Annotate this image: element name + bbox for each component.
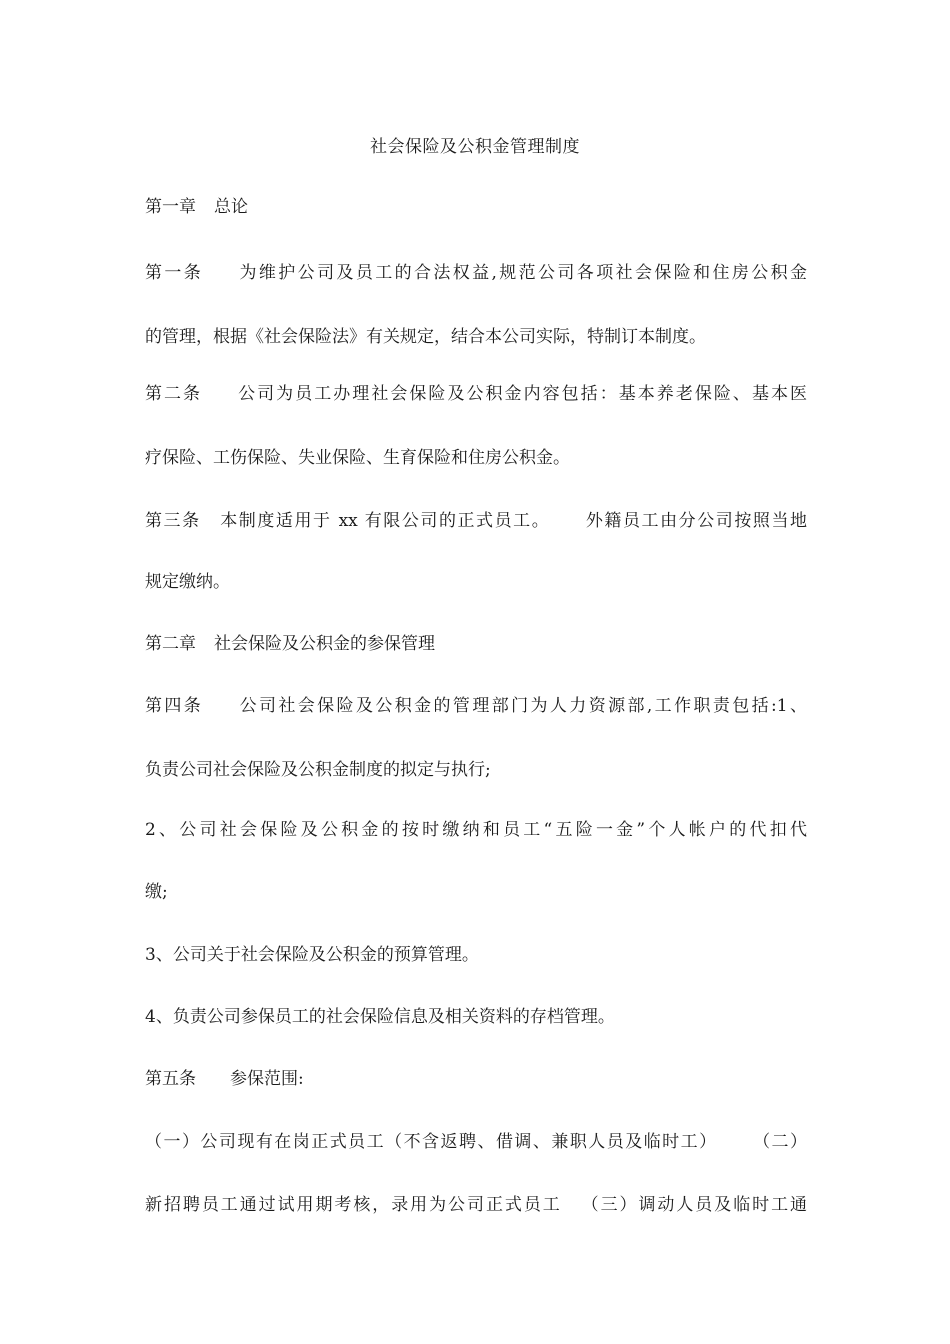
article-4-label: 第四条	[145, 696, 204, 716]
article-3-text-1a: 本制度适用于 xx 有限公司的正式员工。	[218, 511, 551, 531]
chapter-1-heading	[145, 195, 807, 219]
article-5-heading	[145, 1067, 807, 1091]
article-2-label: 第二条	[145, 384, 203, 404]
article-2-line-2: 疗保险、工伤保险、失业保险、生育保险和住房公积金。	[145, 448, 570, 468]
article-1-text-1: 为维护公司及员工的合法权益,规范公司各项社会保险和住房公积金	[237, 263, 807, 283]
chapter-2-title: 社会保险及公积金的参保管理	[214, 634, 435, 654]
article-4-text-1: 公司社会保险及公积金的管理部门为人力资源部,工作职责包括:1、	[237, 696, 807, 716]
article-5-line-1	[145, 1130, 807, 1154]
article-1-line-1	[145, 261, 807, 285]
article-5-item-3-text: （三）调动人员及临时工通	[579, 1195, 807, 1215]
article-5-item-2-marker: （二）	[751, 1132, 807, 1152]
article-3-line-2: 规定缴纳。	[145, 572, 230, 592]
chapter-2-label: 第二章	[145, 634, 196, 654]
article-4-item-3: 3、公司关于社会保险及公积金的预算管理。	[145, 945, 479, 965]
article-4-line-2: 负责公司社会保险及公积金制度的拟定与执行;	[145, 760, 491, 780]
article-1-line-2: 的管理，根据《社会保险法》有关规定，结合本公司实际，特制订本制度。	[145, 327, 706, 347]
article-4-item-2-line-1: 2、公司社会保险及公积金的按时缴纳和员工“五险一金”个人帐户的代扣代	[145, 820, 807, 840]
article-3-text-1b: 外籍员工由分公司按照当地	[584, 511, 807, 531]
article-2-line-1	[145, 382, 807, 406]
article-1-label: 第一条	[145, 263, 204, 283]
article-3-line-1	[145, 509, 807, 533]
chapter-1-title: 总论	[214, 197, 248, 217]
article-5-label: 第五条	[145, 1069, 196, 1089]
chapter-1-label: 第一章	[145, 197, 196, 217]
article-4-item-4: 4、负责公司参保员工的社会保险信息及相关资料的存档管理。	[145, 1007, 615, 1027]
article-5-line-2	[145, 1193, 807, 1217]
chapter-2-heading	[145, 632, 807, 656]
article-4-item-2-line-2: 缴;	[145, 882, 168, 902]
article-5-item-1: （一）公司现有在岗正式员工（不含返聘、借调、兼职人员及临时工）	[145, 1132, 718, 1152]
article-4-line-1	[145, 694, 807, 718]
article-2-text-1: 公司为员工办理社会保险及公积金内容包括：基本养老保险、基本医	[236, 384, 807, 404]
article-3-label: 第三条	[145, 511, 201, 531]
document-title: 社会保险及公积金管理制度	[370, 137, 580, 157]
article-5-title: 参保范围:	[230, 1069, 304, 1089]
article-5-item-2-text: 新招聘员工通过试用期考核，录用为公司正式员工	[145, 1195, 562, 1215]
